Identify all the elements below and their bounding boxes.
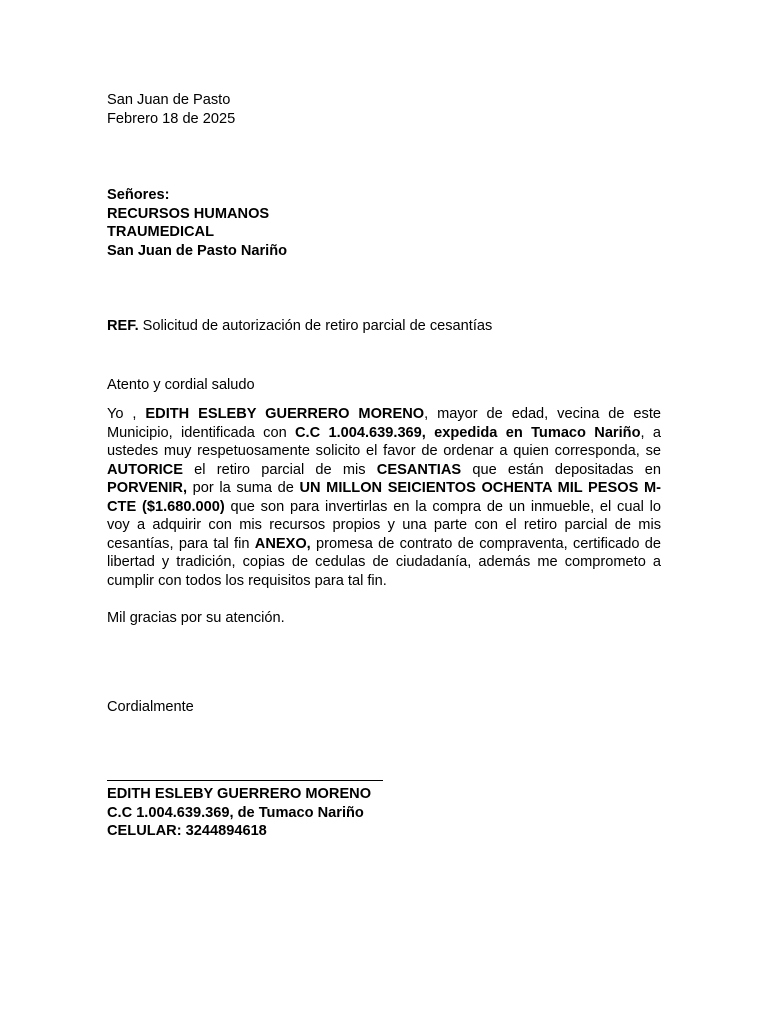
recipient-location: San Juan de Pasto Nariño — [107, 242, 288, 259]
amount: UN MILLON SEICIENTOS OCHENTA MIL PESOS M- CTE ($1.680.000) — [107, 480, 661, 515]
body-text: Yo , — [107, 406, 146, 422]
salutation: Señores: — [107, 187, 170, 203]
body-text: promesa de contrato de compraventa, certificado de libertad y tradición, copias de cedulas de ciudadanía, además me comprometo a cumplir con todos los requisitos para tal fin. — [107, 535, 661, 589]
body-text: que están depositadas en — [461, 461, 661, 478]
body-text: , a ustedes muy respetuosamente solicito el favor de ordenar a quien corresponda, se — [107, 424, 661, 459]
recipient-block — [107, 186, 661, 260]
applicant-id: C.C 1.004.639.369, expedida en Tumaco Nariño — [295, 424, 641, 441]
reference-label: REF. — [107, 318, 139, 334]
anexo-keyword: ANEXO, — [254, 535, 311, 552]
reference-text: Solicitud de autorización de retiro parcial de cesantías — [138, 318, 493, 334]
recipient-company: TRAUMEDICAL — [107, 224, 215, 240]
signature-line — [107, 780, 383, 781]
recipient-department: RECURSOS HUMANOS — [107, 205, 270, 222]
body-text: que son para invertirlas en la compra de un inmueble, el cual lo voy a adquirir con mis recursos propios y una parte con el retiro parcial de mis cesantías, para tal fin — [107, 498, 661, 552]
body-text: por la suma de — [187, 480, 300, 496]
city: San Juan de Pasto — [107, 92, 231, 108]
fund-name: PORVENIR, — [107, 480, 188, 496]
thanks: Mil gracias por su atención. — [107, 610, 285, 626]
body-paragraph — [107, 405, 661, 590]
letter-header — [107, 91, 661, 128]
date: Febrero 18 de 2025 — [107, 110, 236, 127]
cesantias-keyword: CESANTIAS — [376, 461, 462, 478]
applicant-name: EDITH ESLEBY GUERRERO MORENO — [145, 406, 425, 422]
signature-phone: CELULAR: 3244894618 — [107, 823, 267, 839]
greeting: Atento y cordial saludo — [107, 377, 255, 393]
reference-line — [107, 317, 661, 336]
closing: Cordialmente — [107, 699, 194, 715]
body-text: , mayor de edad, vecina de este Municipio, identificada con — [107, 406, 661, 441]
body-text: el retiro parcial de mis — [182, 461, 377, 478]
signature-block — [107, 785, 661, 841]
signature-name: EDITH ESLEBY GUERRERO MORENO — [107, 786, 372, 802]
signature-id: C.C 1.004.639.369, de Tumaco Nariño — [107, 804, 364, 821]
autorice-keyword: AUTORICE — [107, 461, 183, 478]
